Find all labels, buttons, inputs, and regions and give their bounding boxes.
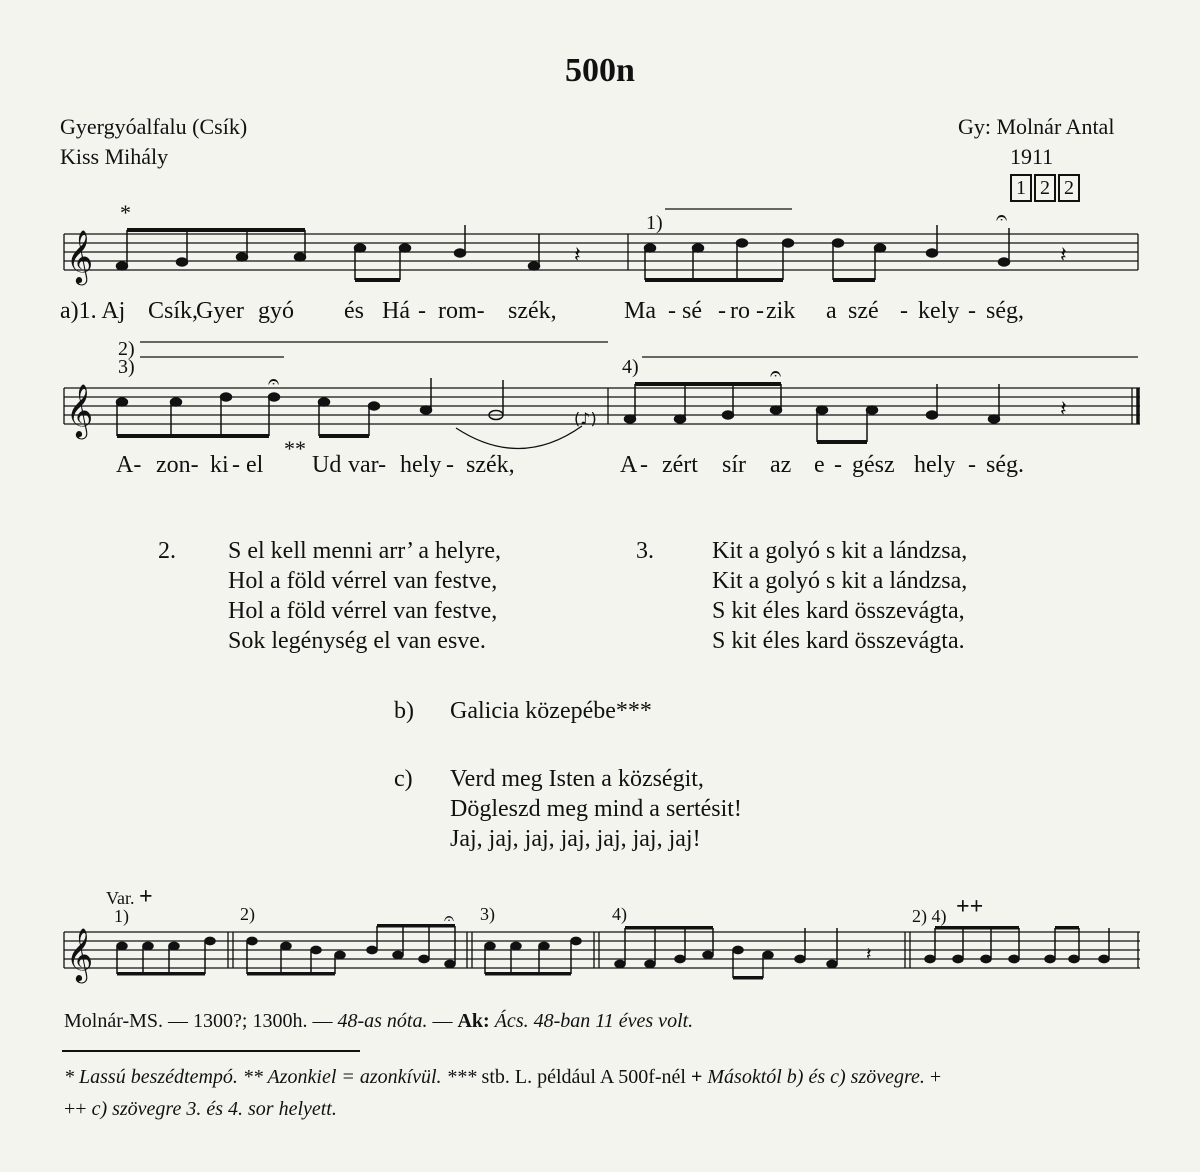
lyric: szék,: [466, 452, 515, 478]
lyric: gyó: [258, 298, 294, 324]
lyric: -: [900, 298, 908, 324]
plus-mark: +: [139, 884, 153, 910]
source-text: Molnár-MS. — 1300?; 1300h. —: [64, 1010, 338, 1032]
svg-text:𝄞: 𝄞: [66, 383, 94, 437]
plusplus-mark: ++: [956, 894, 984, 920]
volta-label: 4): [622, 356, 639, 378]
segment-label: 3): [480, 904, 495, 924]
svg-text:𝄽: 𝄽: [866, 944, 872, 965]
footnote-text: ++: [64, 1098, 92, 1120]
source-text: —: [427, 1010, 458, 1032]
footnote-star: *: [120, 200, 131, 225]
lyric: szék,: [508, 298, 557, 324]
box-number: 1: [1010, 174, 1032, 202]
variant-line: Jaj, jaj, jaj, jaj, jaj, jaj, jaj!: [450, 826, 701, 852]
lyric: e: [814, 452, 825, 478]
var-text: Var.: [106, 888, 135, 908]
variant-staff-lines: [64, 932, 1140, 968]
lyric: sír: [722, 452, 746, 478]
variant-label: c): [394, 766, 413, 792]
box-number: 2: [1034, 174, 1056, 202]
lyric: el: [246, 452, 264, 478]
variant-line: Dögleszd meg mind a sertésit!: [450, 796, 742, 822]
lyric: ség.: [986, 452, 1024, 478]
lyric: A: [620, 452, 638, 478]
lyric: ro: [730, 298, 750, 324]
stanza-line: Sok legénység el van esve.: [228, 628, 486, 654]
lyric: Ud: [312, 452, 342, 478]
lyric: -: [640, 452, 648, 478]
lyric: rom-: [438, 298, 485, 324]
staff-1-lines: [64, 234, 1138, 270]
stanza-line: S kit éles kard összevágta.: [712, 628, 965, 654]
lyric: a: [826, 298, 837, 324]
source-title: 48-as nóta.: [337, 1010, 428, 1032]
lyric: a)1. Aj: [60, 298, 126, 324]
source-ak: Ak:: [457, 1010, 490, 1032]
variant-b: [450, 696, 652, 726]
box-number: 2: [1058, 174, 1080, 202]
stanza-2: [228, 536, 501, 656]
var-label: [106, 884, 153, 911]
singer-label: Kiss Mihály: [60, 144, 169, 169]
page-title: 500n: [565, 52, 635, 89]
footnote-stars: **: [284, 436, 306, 461]
lyric: zon-: [156, 452, 199, 478]
stanza-line: Kit a golyó s kit a lándzsa,: [712, 568, 968, 594]
year-label: 1911: [1010, 144, 1054, 169]
footnote-divider: [62, 1050, 360, 1052]
svg-text:𝄽: 𝄽: [1060, 397, 1067, 422]
lyric: -: [446, 452, 454, 478]
place-label: Gyergyóalfalu (Csík): [60, 114, 248, 139]
stanza-line: Kit a golyó s kit a lándzsa,: [712, 538, 968, 564]
source-line: [64, 1010, 693, 1033]
variant-c: [450, 764, 742, 854]
svg-text:𝄞: 𝄞: [66, 229, 94, 283]
footnote-text: L. például A 500f-nél: [509, 1066, 691, 1088]
lyric: -: [232, 452, 240, 478]
stanza-number: 3.: [636, 538, 654, 564]
footnote-text: +: [924, 1066, 942, 1088]
volta-label: 1): [646, 212, 663, 234]
variant-label: b): [394, 698, 414, 724]
footnote-text: c) szövegre 3. és 4. sor helyett.: [91, 1098, 337, 1120]
lyric: ség,: [986, 298, 1024, 324]
lyric: -: [968, 452, 976, 478]
lyric: ki: [210, 452, 229, 478]
stanza-3: [712, 536, 967, 656]
svg-text:𝄽: 𝄽: [1060, 243, 1067, 268]
lyric: hely: [400, 452, 442, 478]
lyric: -: [668, 298, 676, 324]
lyric: sé: [682, 298, 702, 324]
lyric: -: [756, 298, 764, 324]
stanza-number: 2.: [158, 538, 176, 564]
lyric: gész: [852, 452, 895, 478]
svg-text:𝄐: 𝄐: [996, 205, 1008, 229]
svg-text:(♪): (♪): [574, 409, 597, 428]
lyric: Há: [382, 298, 410, 324]
lyric: szé: [848, 298, 879, 324]
lyric: Gyer: [196, 298, 244, 324]
segment-label: 4): [612, 904, 627, 924]
lyric: Csík,: [148, 298, 199, 324]
svg-text:𝄐: 𝄐: [444, 908, 455, 929]
lyric: hely: [914, 452, 956, 478]
lyric: kely: [918, 298, 960, 324]
footnote-line-2: [64, 1098, 337, 1121]
lyric: -: [718, 298, 726, 324]
footnote-line-1: [64, 1066, 941, 1089]
variant-line: Galicia közepébe***: [450, 698, 652, 724]
lyric: és: [344, 298, 364, 324]
lyric: zik: [766, 298, 796, 324]
svg-text:𝄐: 𝄐: [770, 361, 782, 385]
volta-label: 3): [118, 356, 135, 378]
segment-label: 2): [240, 904, 255, 924]
lyric: -: [834, 452, 842, 478]
footnote-plus: +: [690, 1066, 703, 1088]
svg-text:𝄐: 𝄐: [268, 369, 280, 393]
svg-text:𝄞: 𝄞: [66, 927, 94, 981]
lyric: Ma: [624, 298, 656, 324]
lyric: az: [770, 452, 792, 478]
volta-label: 2): [118, 338, 135, 360]
source-note: Ács. 48-ban 11 éves volt.: [489, 1010, 694, 1032]
segment-label: 1): [114, 906, 129, 926]
stanza-line: S el kell menni arr’ a helyre,: [228, 538, 501, 564]
footnote-text: * Lassú beszédtempó. ** Azonkiel = azonkívül. ***: [64, 1066, 482, 1088]
footnote-text: Másoktól b) és c) szövegre.: [702, 1066, 925, 1088]
stanza-line: Hol a föld vérrel van festve,: [228, 568, 498, 594]
stanza-line: Hol a föld vérrel van festve,: [228, 598, 498, 624]
segment-label: 2) 4): [912, 906, 947, 926]
svg-text:𝄽: 𝄽: [574, 243, 581, 268]
collector-label: Gy: Molnár Antal: [958, 114, 1115, 139]
variant-line: Verd meg Isten a községit,: [450, 766, 704, 792]
lyric: -: [418, 298, 426, 324]
stanza-line: S kit éles kard összevágta,: [712, 598, 965, 624]
footnote-text: stb.: [481, 1066, 510, 1088]
lyric: zért: [662, 452, 698, 478]
lyric: -: [968, 298, 976, 324]
lyric: var-: [348, 452, 387, 478]
lyric: A-: [116, 452, 142, 478]
